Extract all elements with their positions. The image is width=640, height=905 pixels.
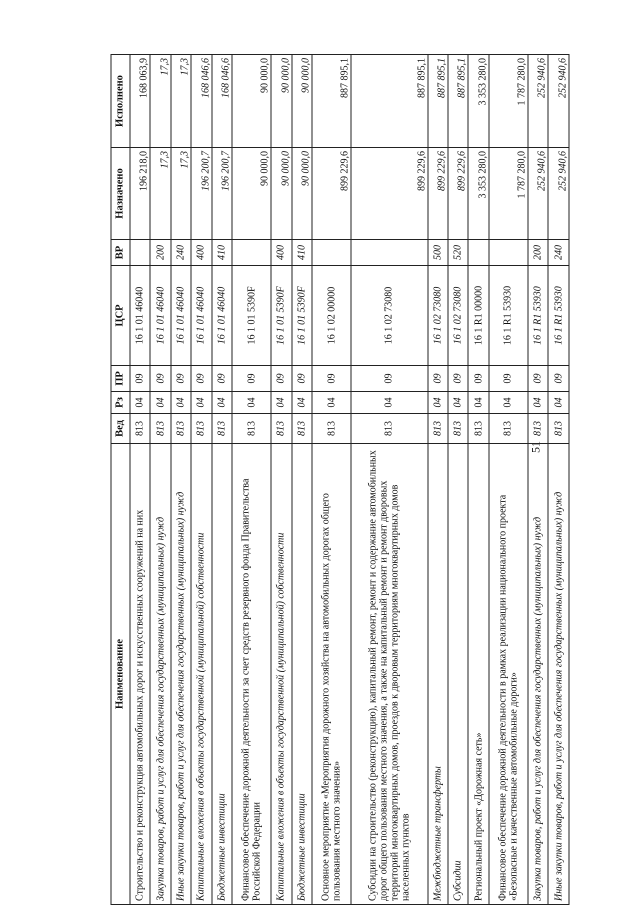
cell-executed: 252 940,6 xyxy=(548,55,569,148)
cell-vr: 400 xyxy=(271,240,291,266)
cell-name: Субсидии на строительство (реконструкцию), капитальный ремонт, ремонт и содержание автомобильных дорог общего пользования местного значения, а также на капитальный ремонт и ремонт дворовых территорий многоквартирных домов, проездов к дворовым территориям многоквартирных домов населенных пунктов xyxy=(351,444,428,905)
cell-assigned: 899 229,6 xyxy=(428,148,448,240)
cell-rz: 04 xyxy=(171,392,191,414)
cell-assigned: 252 940,6 xyxy=(528,148,548,240)
cell-assigned: 1 787 280,0 xyxy=(489,148,528,240)
cell-ved: 813 xyxy=(232,414,271,444)
cell-ved: 813 xyxy=(150,414,170,444)
cell-ved: 813 xyxy=(191,414,211,444)
cell-ved: 813 xyxy=(212,414,232,444)
cell-rz: 04 xyxy=(150,392,170,414)
cell-assigned: 17,3 xyxy=(150,148,170,240)
table-row xyxy=(212,55,232,905)
cell-csr: 16 1 02 00000 xyxy=(312,266,351,366)
cell-csr: 16 1 01 46040 xyxy=(150,266,170,366)
cell-pr: 09 xyxy=(130,366,150,392)
cell-name: Закупка товаров, работ и услуг для обеспечения государственных (муниципальных) нужд xyxy=(150,444,170,905)
cell-assigned: 90 000,0 xyxy=(232,148,271,240)
cell-vr: 410 xyxy=(292,240,312,266)
cell-executed: 252 940,6 xyxy=(528,55,548,148)
cell-csr: 16 1 R1 53930 xyxy=(528,266,548,366)
cell-vr: 500 xyxy=(428,240,448,266)
cell-name: Иные закупки товаров, работ и услуг для обеспечения государственных (муниципальных) нужд xyxy=(171,444,191,905)
header-pr: ПР xyxy=(111,366,130,392)
cell-pr: 09 xyxy=(292,366,312,392)
header-rz: Рз xyxy=(111,392,130,414)
cell-vr: 200 xyxy=(150,240,170,266)
cell-executed: 887 895,1 xyxy=(448,55,468,148)
cell-ved: 813 xyxy=(130,414,150,444)
cell-assigned: 196 200,7 xyxy=(212,148,232,240)
cell-csr: 16 1 02 73080 xyxy=(351,266,428,366)
cell-executed: 17,3 xyxy=(150,55,170,148)
cell-assigned: 899 229,6 xyxy=(312,148,351,240)
cell-csr: 16 1 R1 00000 xyxy=(468,266,488,366)
cell-ved: 813 xyxy=(171,414,191,444)
cell-executed: 887 895,1 xyxy=(312,55,351,148)
cell-name: Межбюджетные трансферты xyxy=(428,444,448,905)
cell-name: Основное мероприятие «Мероприятия дорожного хозяйства на автомобильных дорогах общего пользования местного значения» xyxy=(312,444,351,905)
cell-rz: 04 xyxy=(312,392,351,414)
cell-executed: 887 895,1 xyxy=(351,55,428,148)
cell-vr xyxy=(489,240,528,266)
cell-executed: 90 000,0 xyxy=(292,55,312,148)
cell-ved: 813 xyxy=(528,414,548,444)
table-row xyxy=(191,55,211,905)
cell-ved: 813 xyxy=(292,414,312,444)
cell-ved: 813 xyxy=(351,414,428,444)
cell-rz: 04 xyxy=(428,392,448,414)
cell-assigned: 90 000,0 xyxy=(271,148,291,240)
cell-rz: 04 xyxy=(489,392,528,414)
table-header-row xyxy=(111,55,130,905)
table-row xyxy=(351,55,428,905)
cell-assigned: 17,3 xyxy=(171,148,191,240)
cell-executed: 17,3 xyxy=(171,55,191,148)
cell-rz: 04 xyxy=(232,392,271,414)
table-row xyxy=(528,55,548,905)
table-row xyxy=(292,55,312,905)
cell-pr: 09 xyxy=(232,366,271,392)
cell-name: Закупка товаров, работ и услуг для обеспечения государственных (муниципальных) нужд xyxy=(528,444,548,905)
cell-rz: 04 xyxy=(191,392,211,414)
cell-name: Финансовое обеспечение дорожной деятельности в рамках реализации национального проекта «Безопасные и качественные автомобильные дороги» xyxy=(489,444,528,905)
cell-assigned: 3 353 280,0 xyxy=(468,148,488,240)
cell-assigned: 196 218,0 xyxy=(130,148,150,240)
cell-vr xyxy=(130,240,150,266)
cell-vr: 240 xyxy=(171,240,191,266)
cell-pr: 09 xyxy=(212,366,232,392)
cell-pr: 09 xyxy=(468,366,488,392)
cell-pr: 09 xyxy=(528,366,548,392)
rotated-table-container xyxy=(111,55,570,905)
cell-name: Региональный проект «Дорожная сеть» xyxy=(468,444,488,905)
cell-vr: 240 xyxy=(548,240,569,266)
cell-rz: 04 xyxy=(548,392,569,414)
cell-vr: 520 xyxy=(448,240,468,266)
header-executed: Исполнено xyxy=(111,55,130,148)
cell-ved: 813 xyxy=(271,414,291,444)
cell-pr: 09 xyxy=(271,366,291,392)
cell-vr xyxy=(232,240,271,266)
cell-rz: 04 xyxy=(468,392,488,414)
cell-name: Бюджетные инвестиции xyxy=(292,444,312,905)
cell-vr xyxy=(468,240,488,266)
cell-name: Капитальные вложения в объекты государственной (муниципальной) собственности xyxy=(271,444,291,905)
cell-pr: 09 xyxy=(191,366,211,392)
cell-csr: 16 1 R1 53930 xyxy=(548,266,569,366)
header-ved: Вед xyxy=(111,414,130,444)
table-row xyxy=(489,55,528,905)
cell-name: Бюджетные инвестиции xyxy=(212,444,232,905)
cell-csr: 16 1 R1 53930 xyxy=(489,266,528,366)
cell-csr: 16 1 01 46040 xyxy=(171,266,191,366)
header-vr: ВР xyxy=(111,240,130,266)
cell-pr: 09 xyxy=(428,366,448,392)
cell-vr: 410 xyxy=(212,240,232,266)
cell-executed: 168 063,9 xyxy=(130,55,150,148)
cell-executed: 3 353 280,0 xyxy=(468,55,488,148)
cell-assigned: 90 000,0 xyxy=(292,148,312,240)
header-name: Наименование xyxy=(111,444,130,905)
cell-rz: 04 xyxy=(130,392,150,414)
cell-rz: 04 xyxy=(351,392,428,414)
cell-name: Строительство и реконструкция автомобильных дорог и искусственных сооружений на них xyxy=(130,444,150,905)
cell-rz: 04 xyxy=(448,392,468,414)
cell-pr: 09 xyxy=(150,366,170,392)
cell-pr: 09 xyxy=(448,366,468,392)
cell-pr: 09 xyxy=(489,366,528,392)
table-row xyxy=(232,55,271,905)
cell-executed: 168 046,6 xyxy=(212,55,232,148)
cell-executed: 90 000,0 xyxy=(271,55,291,148)
cell-ved: 813 xyxy=(468,414,488,444)
table-row xyxy=(171,55,191,905)
table-row xyxy=(548,55,569,905)
cell-name: Иные закупки товаров, работ и услуг для обеспечения государственных (муниципальных) нужд xyxy=(548,444,569,905)
header-csr: ЦСР xyxy=(111,266,130,366)
cell-assigned: 899 229,6 xyxy=(448,148,468,240)
cell-csr: 16 1 01 46040 xyxy=(191,266,211,366)
cell-csr: 16 1 02 73080 xyxy=(428,266,448,366)
cell-assigned: 196 200,7 xyxy=(191,148,211,240)
page-number: 51 xyxy=(528,441,543,453)
cell-ved: 813 xyxy=(448,414,468,444)
cell-name: Финансовое обеспечение дорожной деятельности за счет средств резервного фонда Правительства Российской Федерации xyxy=(232,444,271,905)
cell-csr: 16 1 01 46040 xyxy=(212,266,232,366)
cell-ved: 813 xyxy=(489,414,528,444)
cell-rz: 04 xyxy=(292,392,312,414)
cell-assigned: 252 940,6 xyxy=(548,148,569,240)
cell-executed: 887 895,1 xyxy=(428,55,448,148)
cell-csr: 16 1 02 73080 xyxy=(448,266,468,366)
cell-vr xyxy=(351,240,428,266)
cell-ved: 813 xyxy=(312,414,351,444)
cell-pr: 09 xyxy=(312,366,351,392)
cell-rz: 04 xyxy=(528,392,548,414)
cell-csr: 16 1 01 46040 xyxy=(130,266,150,366)
cell-rz: 04 xyxy=(271,392,291,414)
cell-executed: 168 046,6 xyxy=(191,55,211,148)
header-assigned: Назначено xyxy=(111,148,130,240)
cell-ved: 813 xyxy=(548,414,569,444)
cell-vr: 400 xyxy=(191,240,211,266)
table-row xyxy=(468,55,488,905)
table-row xyxy=(448,55,468,905)
table-row xyxy=(130,55,150,905)
table-body xyxy=(130,55,569,905)
cell-ved: 813 xyxy=(428,414,448,444)
budget-table xyxy=(111,54,570,905)
table-row xyxy=(271,55,291,905)
table-row xyxy=(150,55,170,905)
cell-executed: 1 787 280,0 xyxy=(489,55,528,148)
cell-name: Субсидии xyxy=(448,444,468,905)
cell-vr xyxy=(312,240,351,266)
cell-pr: 09 xyxy=(351,366,428,392)
cell-csr: 16 1 01 5390F xyxy=(271,266,291,366)
cell-csr: 16 1 01 5390F xyxy=(232,266,271,366)
table-row xyxy=(428,55,448,905)
cell-rz: 04 xyxy=(212,392,232,414)
cell-pr: 09 xyxy=(548,366,569,392)
cell-executed: 90 000,0 xyxy=(232,55,271,148)
cell-pr: 09 xyxy=(171,366,191,392)
table-row xyxy=(312,55,351,905)
cell-assigned: 899 229,6 xyxy=(351,148,428,240)
cell-name: Капитальные вложения в объекты государственной (муниципальной) собственности xyxy=(191,444,211,905)
cell-csr: 16 1 01 5390F xyxy=(292,266,312,366)
cell-vr: 200 xyxy=(528,240,548,266)
